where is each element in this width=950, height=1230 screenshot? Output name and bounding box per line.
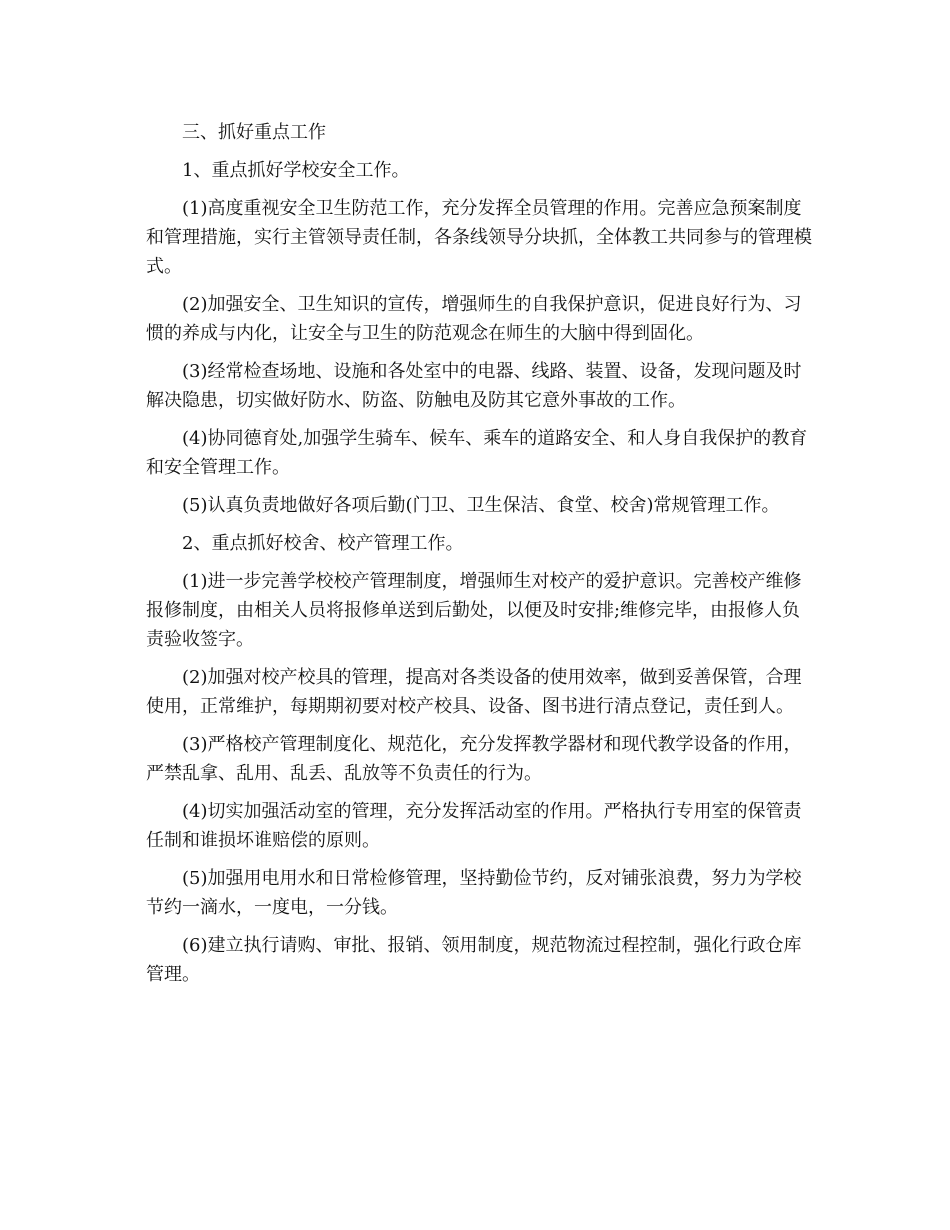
- subsection-heading-1: 1、重点抓好学校安全工作。: [182, 160, 410, 181]
- paragraph: (4)切实加强活动室的管理，充分发挥活动室的作用。严格执行专用室的保管责任制和谁损坏谁赔偿的原则。: [146, 801, 802, 851]
- paragraph: (3)严格校产管理制度化、规范化，充分发挥教学器材和现代教学设备的作用，严禁乱拿、乱用、乱丢、乱放等不负责任的行为。: [146, 734, 802, 784]
- paragraph: (2)加强安全、卫生知识的宣传，增强师生的自我保护意识，促进良好行为、习惯的养成与内化，让安全与卫生的防范观念在师生的大脑中得到固化。: [146, 294, 802, 344]
- paragraph: (1)高度重视安全卫生防范工作，充分发挥全员管理的作用。完善应急预案制度和管理措施，实行主管领导责任制，各条线领导分块抓，全体教工共同参与的管理模式。: [146, 198, 812, 277]
- paragraph: (5)认真负责地做好各项后勤(门卫、卫生保洁、食堂、校舍)常规管理工作。: [182, 495, 780, 516]
- subsection-heading-2: 2、重点抓好校舍、校产管理工作。: [182, 533, 464, 554]
- document-page: [146, 118, 812, 998]
- paragraph: (4)协同德育处,加强学生骑车、候车、乘车的道路安全、和人身自我保护的教育和安全管理工作。: [146, 428, 808, 478]
- paragraph: (2)加强对校产校具的管理，提高对各类设备的使用效率，做到妥善保管，合理使用，正常维护，每期期初要对校产校具、设备、图书进行清点登记，责任到人。: [146, 667, 802, 717]
- paragraph: (6)建立执行请购、审批、报销、领用制度，规范物流过程控制，强化行政仓库管理。: [146, 935, 802, 985]
- section-heading: 三、抓好重点工作: [182, 122, 326, 143]
- paragraph: (3)经常检查场地、设施和各处室中的电器、线路、装置、设备，发现问题及时解决隐患，切实做好防水、防盗、防触电及防其它意外事故的工作。: [146, 361, 802, 411]
- paragraph: (5)加强用电用水和日常检修管理，坚持勤俭节约，反对铺张浪费，努力为学校节约一滴水，一度电，一分钱。: [146, 868, 802, 918]
- paragraph: (1)进一步完善学校校产管理制度，增强师生对校产的爱护意识。完善校产维修报修制度，由相关人员将报修单送到后勤处，以便及时安排;维修完毕，由报修人负责验收签字。: [146, 571, 802, 650]
